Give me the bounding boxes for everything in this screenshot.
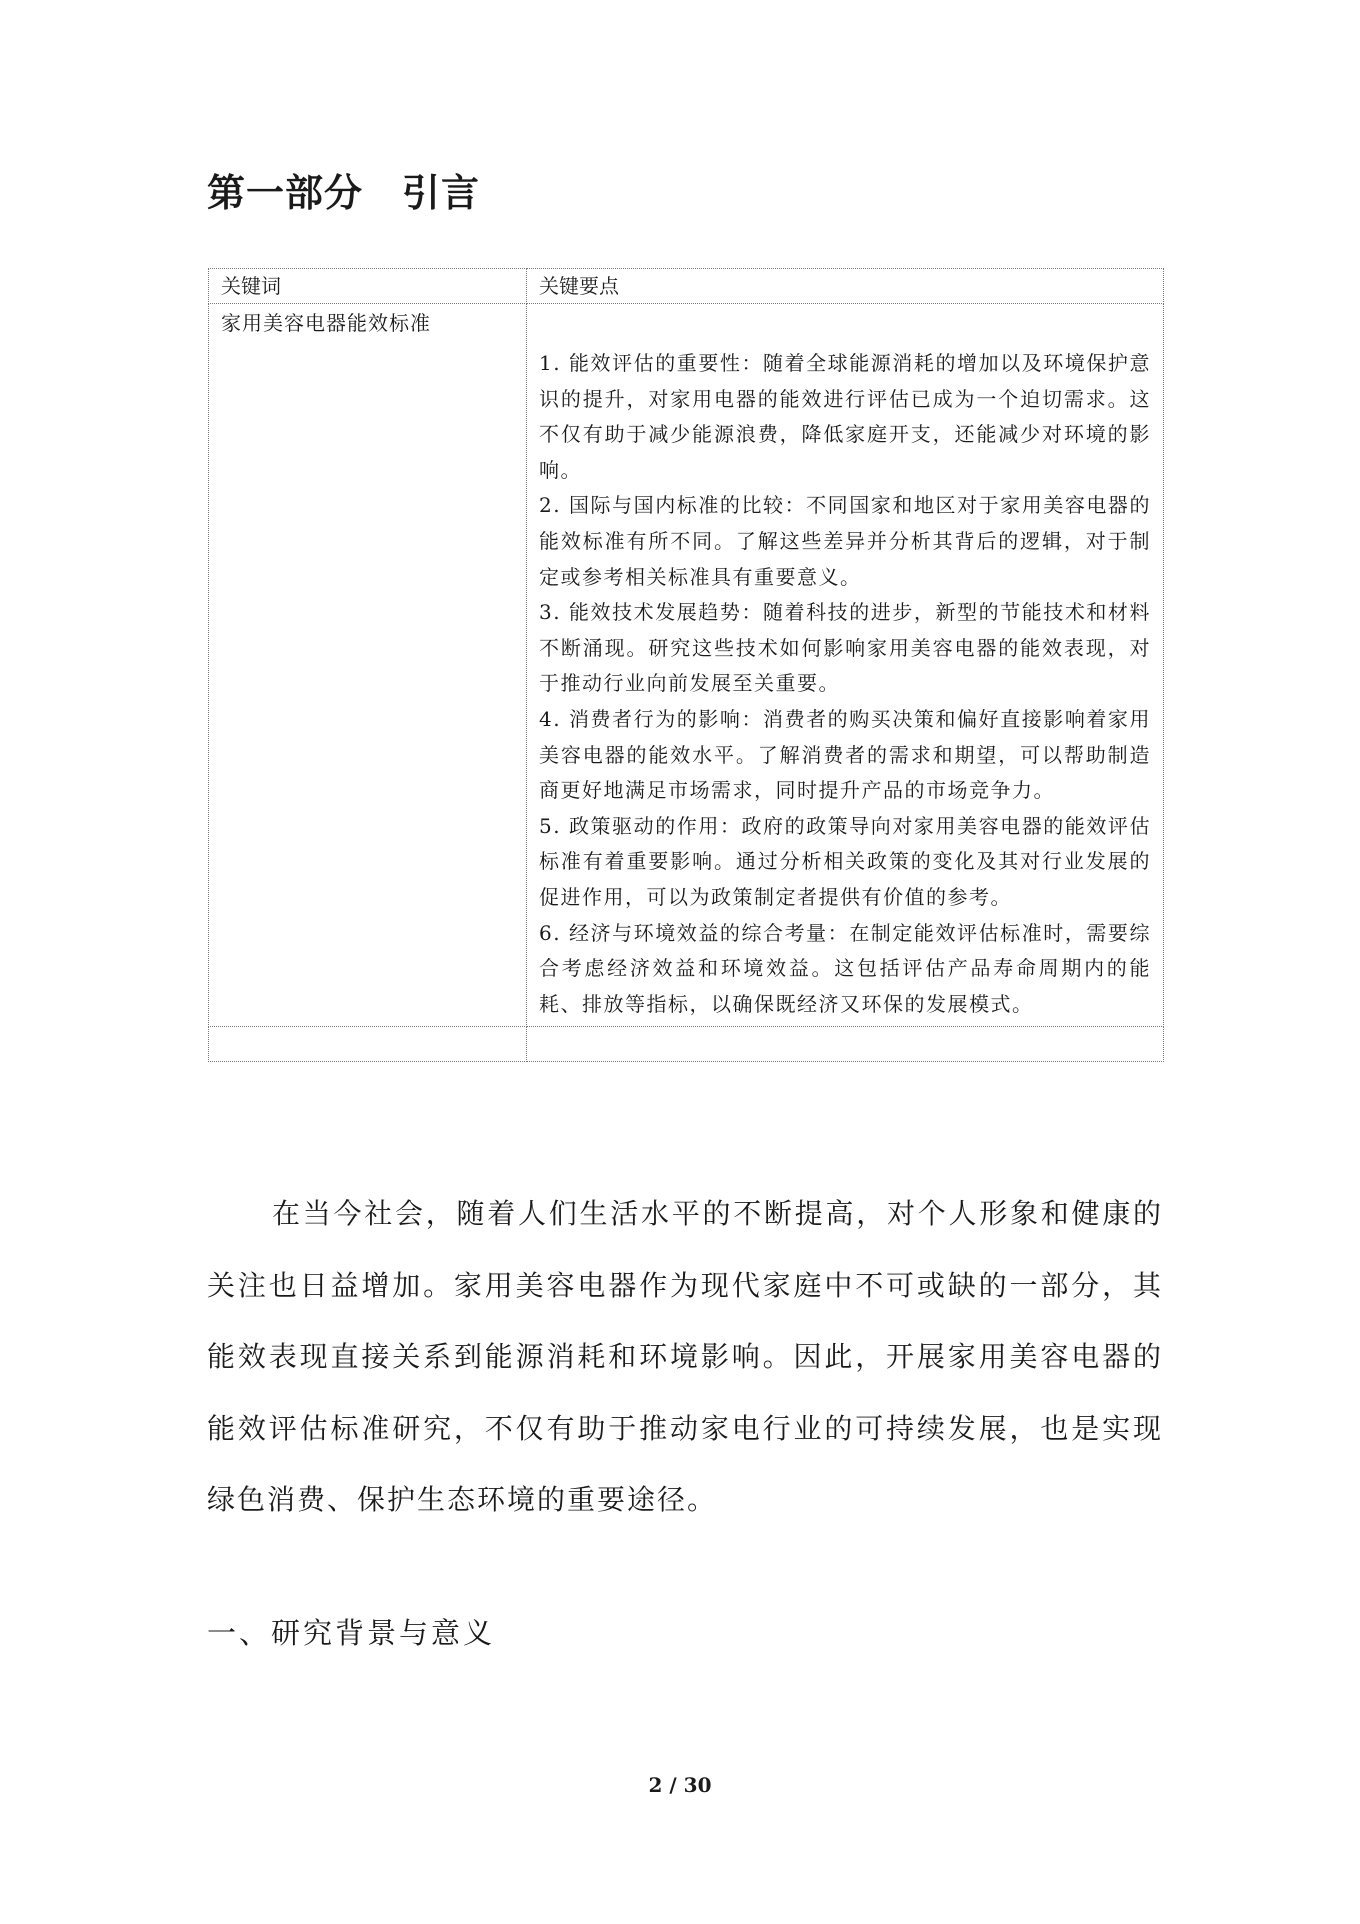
intro-paragraph: 在当今社会，随着人们生活水平的不断提高，对个人形象和健康的关注也日益增加。家用美容电器作为现代家庭中不可或缺的一部分，其能效表现直接关系到能源消耗和环境影响。因此，开展家用美容电器的能效评估标准研究，不仅有助于推动家电行业的可持续发展，也是实现绿色消费、保护生态环境的重要途径。 [207,1197,1163,1516]
empty-cell [209,1027,527,1062]
key-points-table [208,268,1164,1062]
key-point-2: 2. 国际与国内标准的比较：不同国家和地区对于家用美容电器的能效标准有所不同。了解这些差异并分析其背后的逻辑，对于制定或参考相关标准具有重要意义。 [539,493,1151,589]
section-title: 第一部分 引言 [207,170,481,215]
page-number: 2 / 30 [648,1773,712,1797]
table-empty-row [209,1027,1164,1062]
table-row [209,304,1164,1027]
key-point-6: 6. 经济与环境效益的综合考量：在制定能效评估标准时，需要综合考虑经济效益和环境效益。这包括评估产品寿命周期内的能耗、排放等指标，以确保既经济又环保的发展模式。 [539,920,1151,1016]
key-points-cell [527,304,1164,1027]
keyword-cell: 家用美容电器能效标准 [209,304,527,1027]
subsection-heading: 一、研究背景与意义 [207,1616,496,1650]
header-keyword: 关键词 [209,269,527,304]
table-header-row [209,269,1164,304]
empty-cell [527,1027,1164,1062]
key-point-4: 4. 消费者行为的影响：消费者的购买决策和偏好直接影响着家用美容电器的能效水平。了解消费者的需求和期望，可以帮助制造商更好地满足市场需求，同时提升产品的市场竞争力。 [539,706,1151,803]
key-point-1: 1. 能效评估的重要性：随着全球能源消耗的增加以及环境保护意识的提升，对家用电器的能效进行评估已成为一个迫切需求。这不仅有助于减少能源浪费，降低家庭开支，还能减少对环境的影响。 [539,351,1151,482]
key-point-5: 5. 政策驱动的作用：政府的政策导向对家用美容电器的能效评估标准有着重要影响。通过分析相关政策的变化及其对行业发展的促进作用，可以为政策制定者提供有价值的参考。 [539,813,1151,909]
key-point-3: 3. 能效技术发展趋势：随着科技的进步，新型的节能技术和材料不断涌现。研究这些技术如何影响家用美容电器的能效表现，对于推动行业向前发展至关重要。 [539,600,1151,696]
header-key-points: 关键要点 [527,269,1164,304]
